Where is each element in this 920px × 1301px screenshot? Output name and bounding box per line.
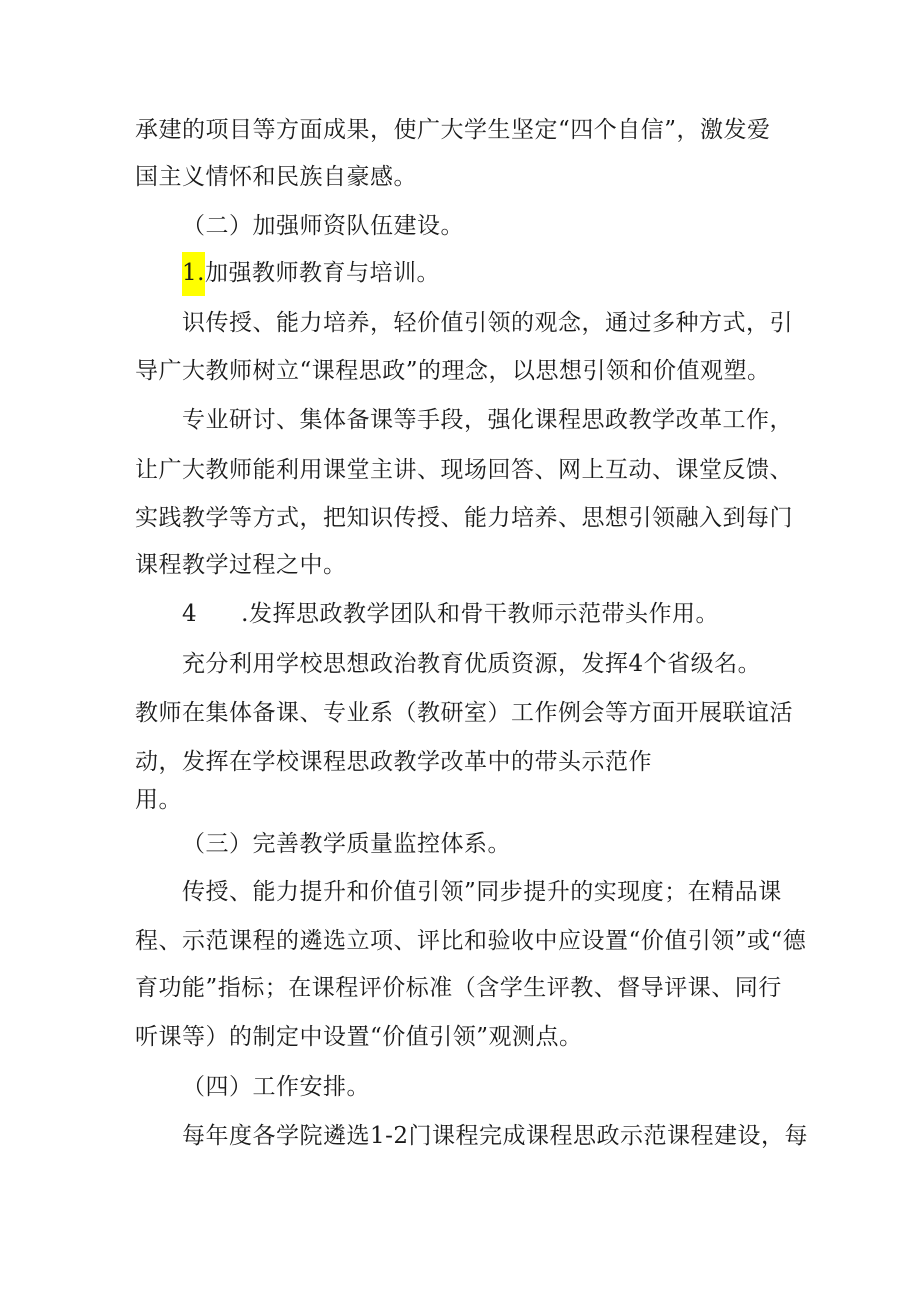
paragraph-line: 每年度各学院遴选1-2门课程完成课程思政示范课程建设，每	[182, 1123, 809, 1149]
paragraph-line: 程、示范课程的遴选立项、评比和验收中应设置“价值引领”或“德	[135, 928, 807, 954]
paragraph-line: 让广大教师能利用课堂主讲、现场回答、网上互动、课堂反馈、	[135, 457, 793, 483]
paragraph-line: 动，发挥在学校课程思政教学改革中的带头示范作	[135, 749, 652, 775]
paragraph-line: 教师在集体备课、专业系（教研室）工作例会等方面开展联谊活	[135, 700, 793, 726]
section-heading: （三）完善教学质量监控体系。	[182, 831, 511, 857]
paragraph-line: 充分利用学校思想政治教育优质资源，发挥4个省级名。	[182, 651, 762, 677]
paragraph-line: 用。	[135, 787, 182, 813]
subsection-heading-text: 加强教师教育与培训。	[204, 260, 440, 286]
subsection-heading	[182, 599, 719, 629]
paragraph-line: 听课等）的制定中设置“价值引领”观测点。	[135, 1024, 583, 1050]
highlighted-number: 1.	[182, 252, 205, 296]
paragraph-line: 导广大教师树立“课程思政”的理念，以思想引领和价值观塑。	[135, 358, 771, 384]
paragraph-line: 课程教学过程之中。	[135, 552, 347, 578]
section-heading: （四）工作安排。	[182, 1074, 370, 1100]
paragraph-line: 承建的项目等方面成果，使广大学生坚定“四个自信”，激发爱	[135, 117, 771, 143]
subsection-heading	[182, 258, 440, 296]
paragraph-line: 专业研讨、集体备课等手段，强化课程思政教学改革工作，	[182, 407, 793, 433]
subsection-number: 4	[182, 601, 198, 627]
subsection-heading-text: .发挥思政教学团队和骨干教师示范带头作用。	[241, 601, 719, 627]
section-heading: （二）加强师资队伍建设。	[182, 213, 464, 239]
paragraph-line: 育功能”指标；在课程评价标准（含学生评教、督导评课、同行	[135, 975, 782, 1001]
paragraph-line: 识传授、能力培养，轻价值引领的观念，通过多种方式，引	[182, 310, 793, 336]
paragraph-line: 传授、能力提升和价值引领”同步提升的实现度；在精品课	[182, 879, 782, 905]
paragraph-line: 实践教学等方式，把知识传授、能力培养、思想引领融入到每门	[135, 505, 793, 531]
paragraph-line: 国主义情怀和民族自豪感。	[135, 164, 417, 190]
